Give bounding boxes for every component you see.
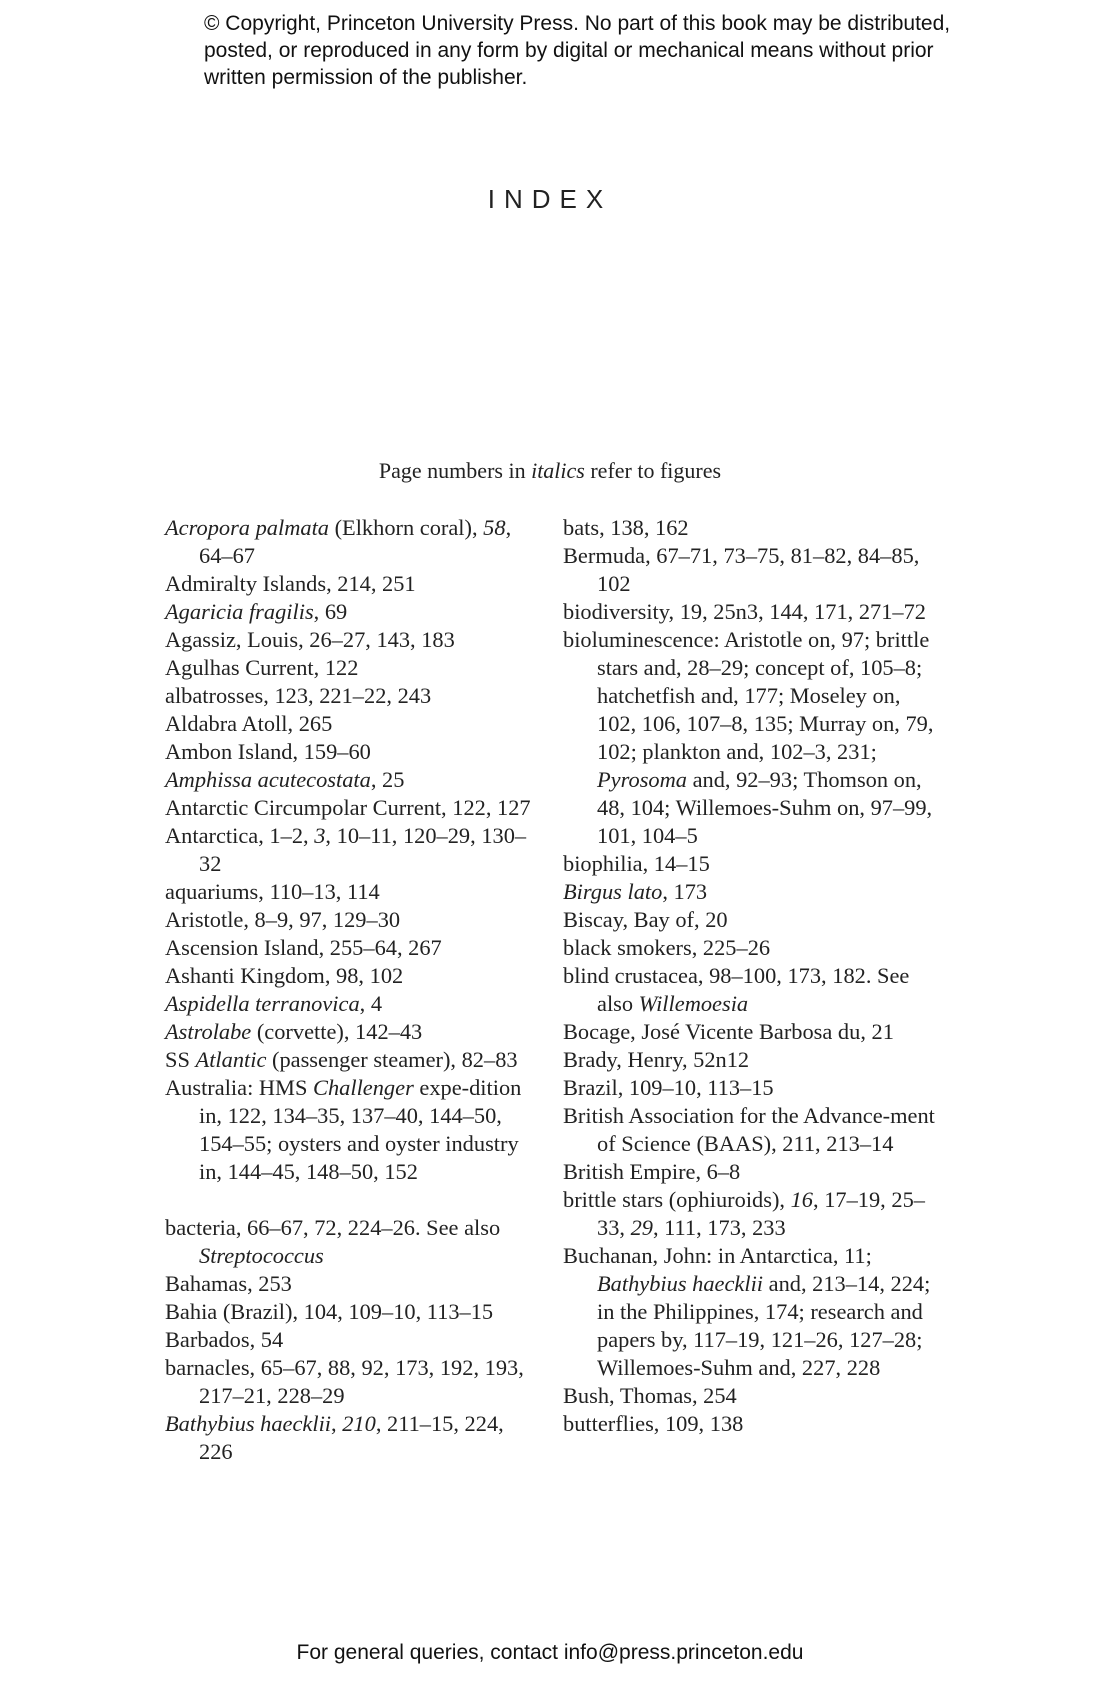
index-entry: Brazil, 109–10, 113–15: [563, 1075, 774, 1100]
index-entry: Aspidella terranovica, 4: [165, 991, 383, 1016]
index-entry: bats, 138, 162: [563, 515, 689, 540]
section-gap: [165, 1186, 540, 1214]
index-entry: Acropora palmata (Elkhorn coral), 58, 64–67: [165, 515, 512, 568]
index-entry: SS Atlantic (passenger steamer), 82–83: [165, 1047, 518, 1072]
index-entry: Bermuda, 67–71, 73–75, 81–82, 84–85, 102: [563, 543, 920, 596]
index-entry: Brady, Henry, 52n12: [563, 1047, 750, 1072]
index-entry: Agulhas Current, 122: [165, 655, 359, 680]
index-entry: British Empire, 6–8: [563, 1159, 741, 1184]
index-entry: biodiversity, 19, 25n3, 144, 171, 271–72: [563, 599, 927, 624]
index-entry: brittle stars (ophiuroids), 16, 17–19, 25–33, 29, 111, 173, 233: [563, 1187, 925, 1240]
index-entry: blind crustacea, 98–100, 173, 182. See also Willemoesia: [563, 963, 910, 1016]
index-entry: Agassiz, Louis, 26–27, 143, 183: [165, 627, 455, 652]
index-entry: Bahamas, 253: [165, 1271, 292, 1296]
index-entry: Bahia (Brazil), 104, 109–10, 113–15: [165, 1299, 494, 1324]
index-entry: Buchanan, John: in Antarctica, 11; Bathybius haecklii and, 213–14, 224; in the Philippines, 174; research and papers by, 117–19, 121–26, 127–28; Willemoes-Suhm and, 227, 228: [563, 1243, 931, 1380]
index-entry: barnacles, 65–67, 88, 92, 173, 192, 193, 217–21, 228–29: [165, 1355, 524, 1408]
index-entry: Agaricia fragilis, 69: [165, 599, 348, 624]
index-entry: Amphissa acutecostata, 25: [165, 767, 405, 792]
index-entry: black smokers, 225–26: [563, 935, 771, 960]
italics-note: Page numbers in italics refer to figures: [378, 458, 722, 483]
index-entry: Ascension Island, 255–64, 267: [165, 935, 442, 960]
index-entry: Astrolabe (corvette), 142–43: [165, 1019, 423, 1044]
index-entry: butterflies, 109, 138: [563, 1411, 744, 1436]
index-entry: Birgus lato, 173: [563, 879, 708, 904]
copyright-notice: © Copyright, Princeton University Press. No part of this book may be distributed, posted, or reproduced in any form by digital or mechanical means without prior written permission of the publisher.: [204, 12, 951, 89]
index-entry: Ambon Island, 159–60: [165, 739, 371, 764]
index-entry: Antarctic Circumpolar Current, 122, 127: [165, 795, 531, 820]
index-column-right: [563, 514, 943, 1438]
index-entry: Bocage, José Vicente Barbosa du, 21: [563, 1019, 894, 1044]
index-entry: bacteria, 66–67, 72, 224–26. See also Streptococcus: [165, 1215, 501, 1268]
index-entry: British Association for the Advance-ment of Science (BAAS), 211, 213–14: [563, 1103, 935, 1156]
index-entry: albatrosses, 123, 221–22, 243: [165, 683, 432, 708]
index-entry: Aldabra Atoll, 265: [165, 711, 333, 736]
index-entry: Biscay, Bay of, 20: [563, 907, 728, 932]
page-title: INDEX: [487, 184, 613, 214]
index-entry: biophilia, 14–15: [563, 851, 710, 876]
index-entry: Antarctica, 1–2, 3, 10–11, 120–29, 130–32: [165, 823, 527, 876]
index-entry: Ashanti Kingdom, 98, 102: [165, 963, 404, 988]
index-entry: aquariums, 110–13, 114: [165, 879, 380, 904]
index-entry: Bush, Thomas, 254: [563, 1383, 737, 1408]
index-entry: Bathybius haecklii, 210, 211–15, 224, 226: [165, 1411, 504, 1464]
index-entry: Admiralty Islands, 214, 251: [165, 571, 416, 596]
index-entry: bioluminescence: Aristotle on, 97; brittle stars and, 28–29; concept of, 105–8; hatchetfish and, 177; Moseley on, 102, 106, 107–8, 135; Murray on, 79, 102; plankton and, 102–3, 231; Pyrosoma and, 92–93; Thomson on, 48, 104; Willemoes-Suhm on, 97–99, 101, 104–5: [563, 627, 934, 848]
index-entry: Barbados, 54: [165, 1327, 284, 1352]
index-entry: Aristotle, 8–9, 97, 129–30: [165, 907, 401, 932]
footer-contact: For general queries, contact info@press.princeton.edu: [296, 1641, 804, 1664]
index-entry: Australia: HMS Challenger expe-dition in, 122, 134–35, 137–40, 144–50, 154–55; oysters and oyster industry in, 144–45, 148–50, 152: [165, 1075, 522, 1184]
index-column-left: [165, 514, 540, 1466]
